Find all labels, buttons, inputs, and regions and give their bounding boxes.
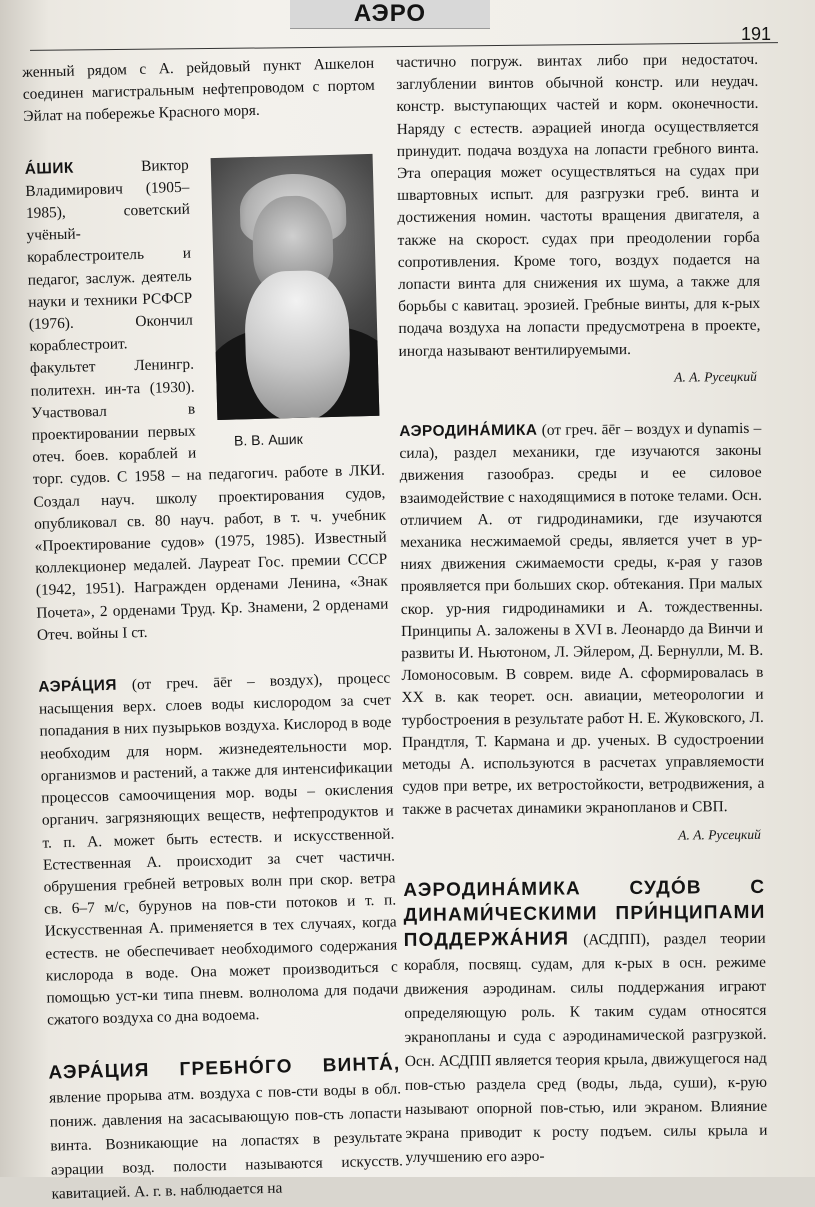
article-aeratsiya — [38, 668, 399, 1032]
article-ashik — [25, 149, 390, 647]
article-headword: АЭРА́ЦИЯ — [38, 676, 118, 696]
article-headword: АЭРА́ЦИЯ ГРЕБНО́ГО ВИНТА́, — [48, 1053, 401, 1084]
article-headword: А́ШИК — [24, 159, 75, 178]
section-title: АЭРО — [353, 0, 427, 27]
article-author: А. А. Русецкий — [678, 826, 761, 843]
continued-text: женный рядом с А. рейдовый пункт Ашкелон соединен магистральным нефтепроводом с портом Эйлат на побережье Красного моря. — [22, 54, 375, 126]
running-header — [290, 0, 490, 29]
article-aerodinamika — [399, 418, 765, 849]
portrait-photo — [211, 153, 380, 419]
article-headword: АЭРОДИНА́МИКА СУДО́В С ДИНАМИ́ЧЕСКИМИ ПРИ́НЦИПАМИ ПОДДЕРЖА́НИЯ — [403, 876, 766, 951]
portrait-figure — [197, 153, 385, 452]
article-author: А. А. Русецкий — [674, 368, 757, 385]
article-aerodinamika-sudov — [403, 876, 768, 1170]
article-text: (АСДПП), раздел теории корабля, посвящ. судам, для к-рых в осн. режиме движения аэродинам. силы поддержания играют определяющую роль. К таким судам относятся экранопланы и суда с аэродинамической разгрузкой. Осн. АСДПП является теория крыла, движущегося над пов-стью раздела сред (воды, льда, суши), к-рую называют опорной пов-стью, или экраном. Влияние экрана приводит к росту подъем. силы крыла и улучшению его аэро- — [403, 929, 768, 1166]
article-text: (от греч. āēr – воздух), процесс насыщения верх. слоев воды кислородом за счет попадания в них пузырьков воздуха. Кислород в воде необходим для норм. жизнедеятельности мор. организмов и растений, а также для интенсификации процессов самоочищения мор. воды – окисления органич. загрязняющих веществ, нефтепродуктов и т. п. А. может быть естеств. и искусственной. Естественная А. происходит за счет частичн. обрушения гребней ветровых волн при скор. ветра св. 6–7 м/с, бурунов на пов-сти потоков и т. п. Искусственная А. применяется в тех случаях, когда естеств. не обеспечивает необходимого содержания кислорода в воде. Она может производиться с помощью уст-ки типа пневм. волнолома для подачи сжатого воздуха со дна водоема. — [38, 669, 399, 1029]
page-number: 191 — [740, 24, 771, 44]
right-column — [396, 49, 768, 1170]
portrait-caption: В. В. Ашик — [233, 430, 303, 449]
left-column — [22, 53, 404, 1207]
article-text: явление прорыва атм. воздуха с пов-сти воды в обл. пониж. давления на засасывающую пов-сть лопасти винта. Возникающие на лопастях в результате аэрации возд. полости называются искусств. кавитацией. А. г. в. наблюдается на — [48, 1080, 404, 1203]
article-headword: АЭРОДИНА́МИКА — [399, 421, 538, 441]
continued-text: частично погруж. винтах либо при недостаточ. заглублении винтов обычной констр. или неудач. констр. выступающих частей и корм. оконечности. Наряду с естеств. аэрацией иногда осуществляется принудит. подача воздуха на лопасти гребного винта. Эта операция может осуществляться на судах при швартовных испыт. для разгрузки греб. винта и достижения номин. частоты вращения двигателя, а также на скорост. судах при преодолении горба сопротивления. Кроме того, воздух подается на лопасти винта для снижения их шума, а также для борьбы с кавитац. эрозией. Гребные винты, для к-рых подача воздуха на лопасти предусмотрена в проекте, иногда называют вентилируемыми. — [396, 50, 761, 360]
article-text: (от греч. āēr – воздух и dynamis – сила), раздел механики, где изучаются законы движения газообраз. среды и ее силовое взаимодействие с находящимися в потоке телами. Осн. отличием А. от гидродинамики, где изучаются механика несжимаемой среды, является учет в ур-ниях движения сжимаемости среды, к-рая у газов проявляется при больших скор. обтекания. При малых скор. ур-ния гидродинамики и А. тождественны. Принципы А. заложены в XVI в. Леонардо да Винчи и развиты И. Ньютоном, Л. Эйлером, Д. Бернулли, М. В. Ломоносовым. В соврем. виде А. сформировалась в XX в. как теорет. осн. авиации, метеорологии и турбостроения в результате работ Н. Е. Жуковского, Л. Прандтля, Т. Кармана и др. ученых. В судостроении методы А. используются в расчетах управляемости судов при ветре, их ветростойкости, ветродвижения, а также в расчетах динамики экранопланов и СВП. — [399, 419, 765, 818]
article-text: Виктор Владимирович (1905–1985), советский учёный-кораблестроитель и педагог, заслуж. деятель науки и техники РСФСР (1976). Окончил кораблестроит. факультет Ленингр. политехн. ин-та (1930). Участвовал в проектировании первых отеч. боев. кораблей и торг. судов. С 1958 – на педагогич. работе в ЛКИ. Создал науч. школу проектирования судов, опубликовал св. 80 науч. работ, в т. ч. учебник «Проектирование судов» (1975, 1985). Известный коллекционер медалей. Лауреат Гос. премии СССР (1942, 1951). Награжден орденами Ленина, «Знак Почета», 2 орденами Труд. Кр. Знамени, 2 орденами Отеч. войны I ст. — [25, 156, 389, 644]
article-aeratsiya-vinta — [48, 1053, 404, 1207]
